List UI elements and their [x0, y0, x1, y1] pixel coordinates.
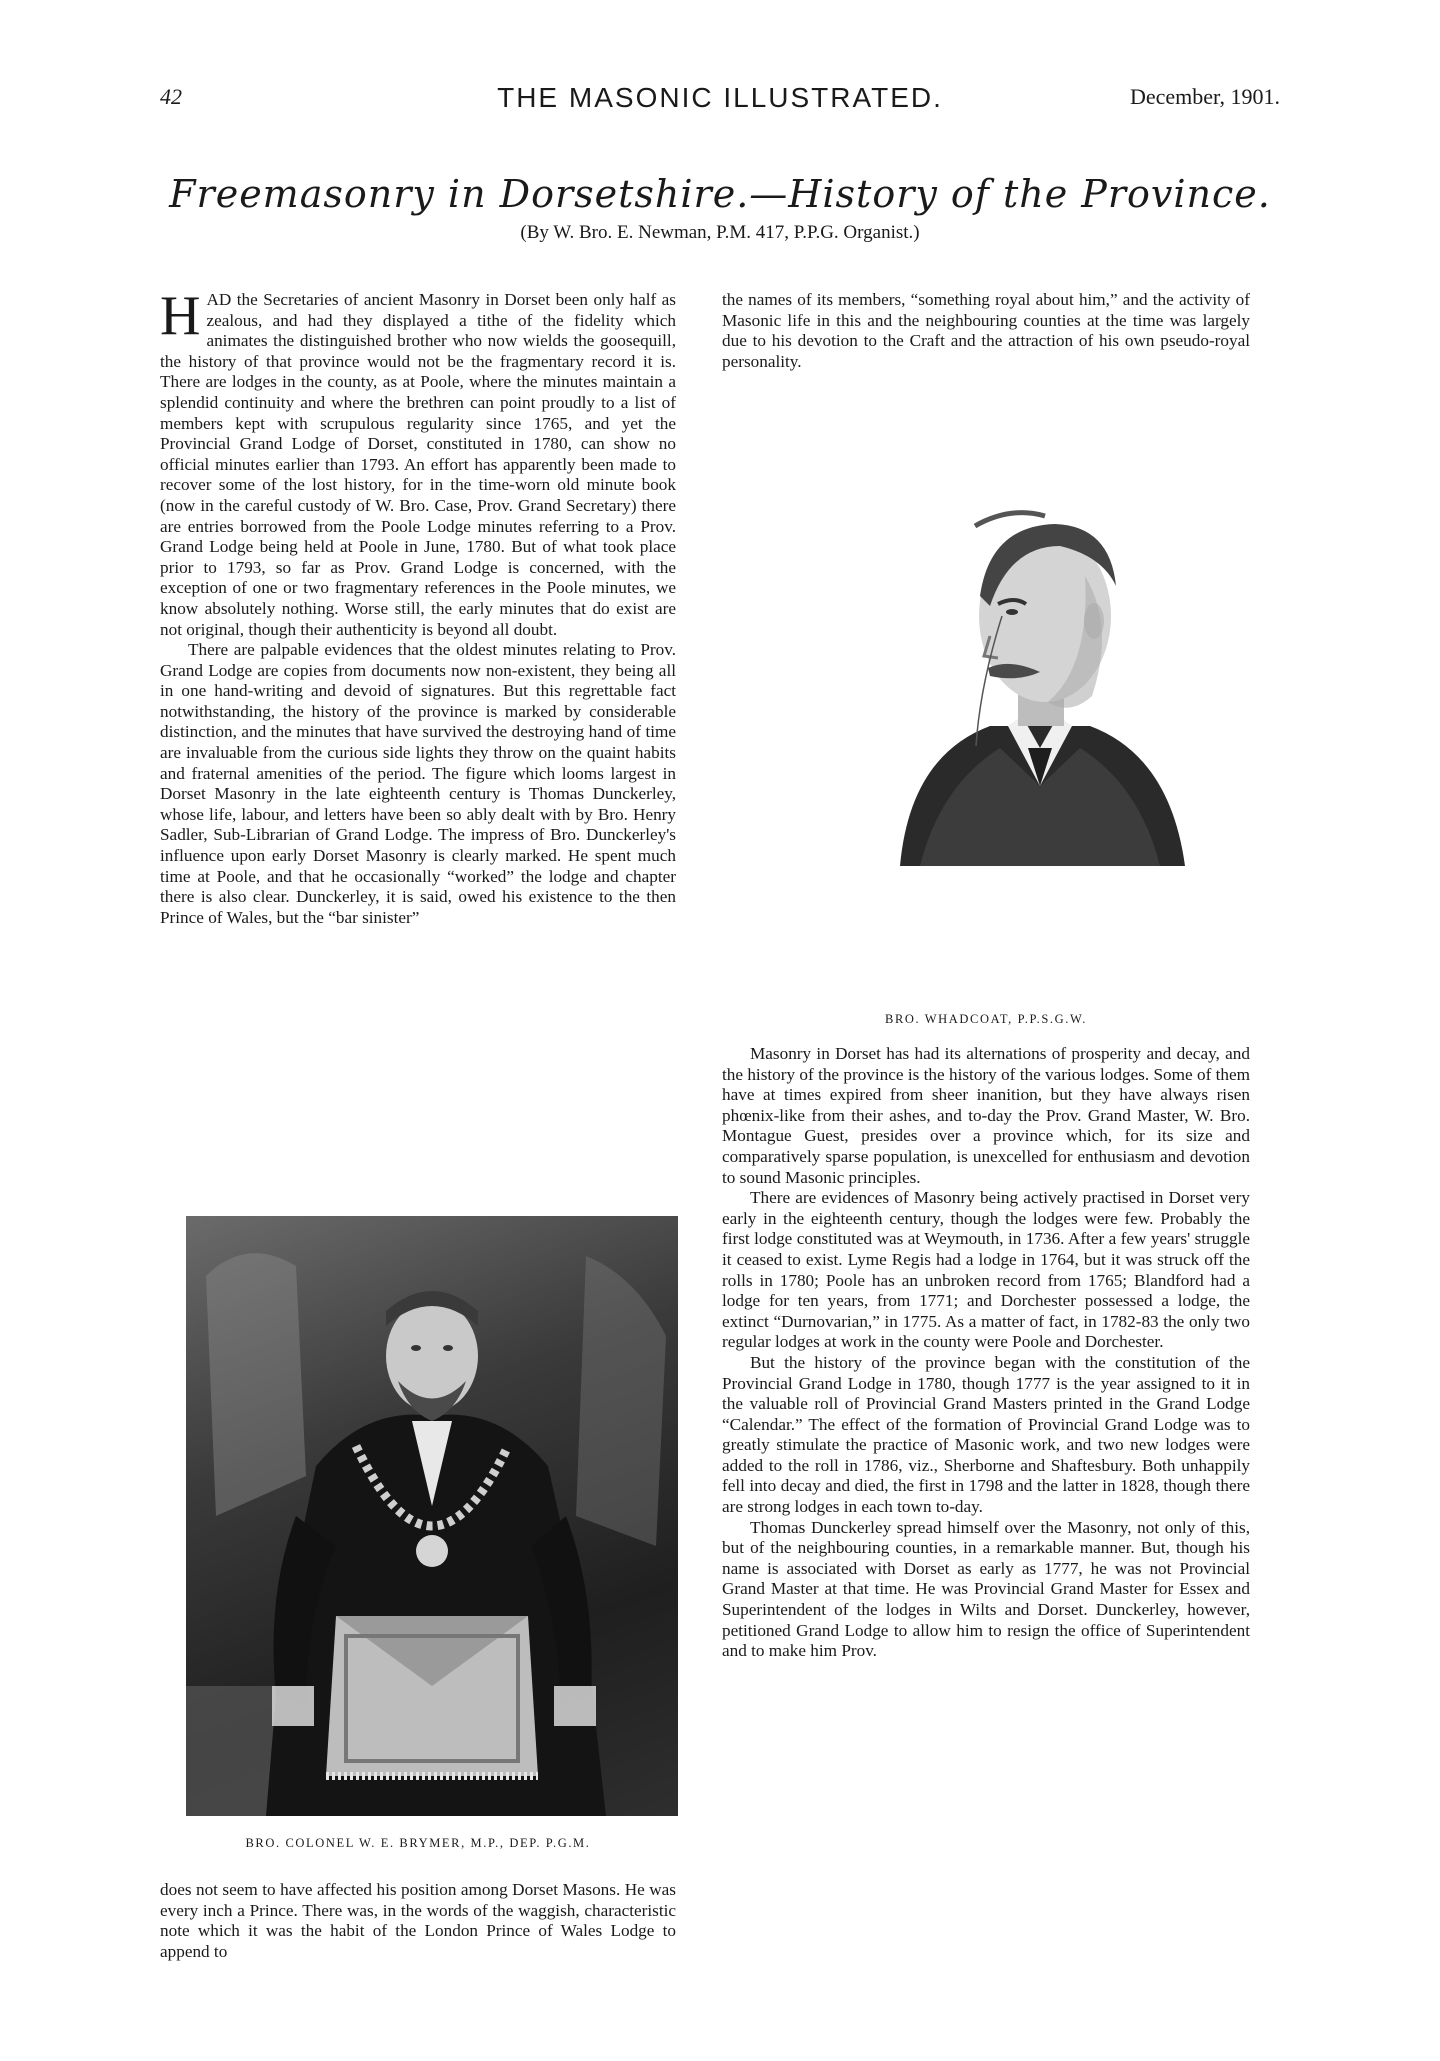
article-paragraph: There are evidences of Masonry being actively practised in Dorset very early in the eighteenth century, though the lodges were few. Probably the first lodge constituted was at Weymouth, in 1736. After a few years' struggle it ceased to exist. Lyme Regis had a lodge in 1764, but it was struck off the rolls in 1780; Poole has an unbroken record from 1765; Blandford had a lodge for ten years, from 1771; and Dorchester possessed a lodge, the extinct “Durnovarian,” in 1775. As a matter of fact, in 1782-83 the only two regular lodges at work in the county were Poole and Dorchester. [722, 1188, 1250, 1352]
journal-title: THE MASONIC ILLUSTRATED. [497, 82, 943, 113]
article-paragraph: But the history of the province began with the constitution of the Provincial Grand Lodge in 1780, though 1777 is the year assigned to it in the valuable roll of Provincial Grand Masters printed in the Grand Lodge “Calendar.” The effect of the formation of Provincial Grand Lodge was to greatly stimulate the practice of Masonic work, and two new lodges were added to the roll in 1786, viz., Sherborne and Shaftesbury. Both unhappily fell into decay and died, the first in 1798 and the latter in 1828, though there are strong lodges in each town to-day. [722, 1352, 1250, 1517]
left-column-top [160, 290, 676, 1205]
portrait-photo-brymer [186, 1216, 678, 1816]
issue-date: December, 1901. [1129, 84, 1280, 109]
article-paragraph: Thomas Dunckerley spread himself over the Masonry, not only of this, but of the neighbouring counties, in a remarkable manner. But, though his name is associated with Dorset as early as 1777, he was not Provincial Grand Master at that time. He was Provincial Grand Master for Essex and Superintendent of the lodges in Wilts and Dorset. Dunckerley, however, petitioned Grand Lodge to allow him to resign the office of Superintendent and to make him Prov. [722, 1517, 1250, 1661]
article-title: Freemasonry in Dorsetshire.—History of the Province. [169, 172, 1271, 216]
whadcoat-bust-illustration [880, 486, 1200, 866]
photo-caption-brymer: BRO. COLONEL W. E. BRYMER, M.P., DEP. P.G.M. [245, 1836, 591, 1850]
running-head [0, 82, 1440, 118]
right-column-bottom [722, 1044, 1250, 1984]
page-number: 42 [160, 84, 182, 109]
article-paragraph: does not seem to have affected his position among Dorset Masons. He was every inch a Prince. There was, in the words of the waggish, characteristic note which it was the habit of the London Prince of Wales Lodge to append to [160, 1880, 676, 1961]
portrait-photo-whadcoat [880, 486, 1200, 866]
photo-caption-whadcoat: BRO. WHADCOAT, P.P.S.G.W. [885, 1012, 1087, 1026]
left-column-bottom [160, 1880, 676, 1980]
article-byline: (By W. Bro. E. Newman, P.M. 417, P.P.G. Organist.) [520, 222, 920, 243]
article-paragraph [160, 290, 676, 640]
drop-cap: H [160, 290, 201, 347]
right-column-top [722, 290, 1250, 408]
paragraph-text: AD the Secretaries of ancient Masonry in Dorset been only half as zealous, and had they displayed a tithe of the fidelity which animates the distinguished brother who now wields the goosequill, the history of that province would not be the fragmentary record it is. There are lodges in the county, as at Poole, where the minutes maintain a splendid continuity and where the brethren can point proudly to a list of members kept with scrupulous regularity since 1765, and yet the Provincial Grand Lodge of Dorset, constituted in 1780, can show no official minutes earlier than 1793. An effort has apparently been made to recover some of the lost history, for in the time-worn old minute book (now in the careful custody of W. Bro. Case, Prov. Grand Secretary) there are entries borrowed from the Poole Lodge minutes referring to a Prov. Grand Lodge being held at Poole in June, 1780. But of what took place prior to 1793, so far as Prov. Grand Lodge is concerned, with the exception of one or two fragmentary references in the Poole minutes, we know absolutely nothing. Worse still, the early minutes that do exist are not original, though their authenticity is beyond all doubt. [160, 290, 676, 639]
brymer-figure-illustration [186, 1216, 678, 1816]
article-paragraph: the names of its members, “something royal about him,” and the activity of Masonic life in this and the neighbouring counties at the time was largely due to his devotion to the Craft and the attraction of his own pseudo-royal personality. [722, 290, 1250, 371]
article-paragraph: Masonry in Dorset has had its alternations of prosperity and decay, and the history of the province is the history of the various lodges. Some of them have at times expired from sheer inanition, but they have always risen phœnix-like from their ashes, and to-day the Prov. Grand Master, W. Bro. Montague Guest, presides over a province which, for its size and comparatively sparse population, is unexcelled for enthusiasm and devotion to sound Masonic principles. [722, 1044, 1250, 1187]
article-paragraph: There are palpable evidences that the oldest minutes relating to Prov. Grand Lodge are copies from documents now non-existent, they being all in one hand-writing and devoid of signatures. But this regrettable fact notwithstanding, the history of the province is marked by considerable distinction, and the minutes that have survived the destroying hand of time are invaluable from the curious side lights they throw on the quaint habits and fraternal amenities of the period. The figure which looms largest in Dorset Masonry in the late eighteenth century is Thomas Dunckerley, whose life, labour, and letters have been so ably dealt with by Bro. Henry Sadler, Sub-Librarian of Grand Lodge. The impress of Bro. Dunckerley's influence upon early Dorset Masonry is clearly marked. He spent much time at Poole, and that he occasionally “worked” the lodge and chapter there is also clear. Dunckerley, it is said, owed his existence to the then Prince of Wales, but the “bar sinister” [160, 640, 676, 927]
